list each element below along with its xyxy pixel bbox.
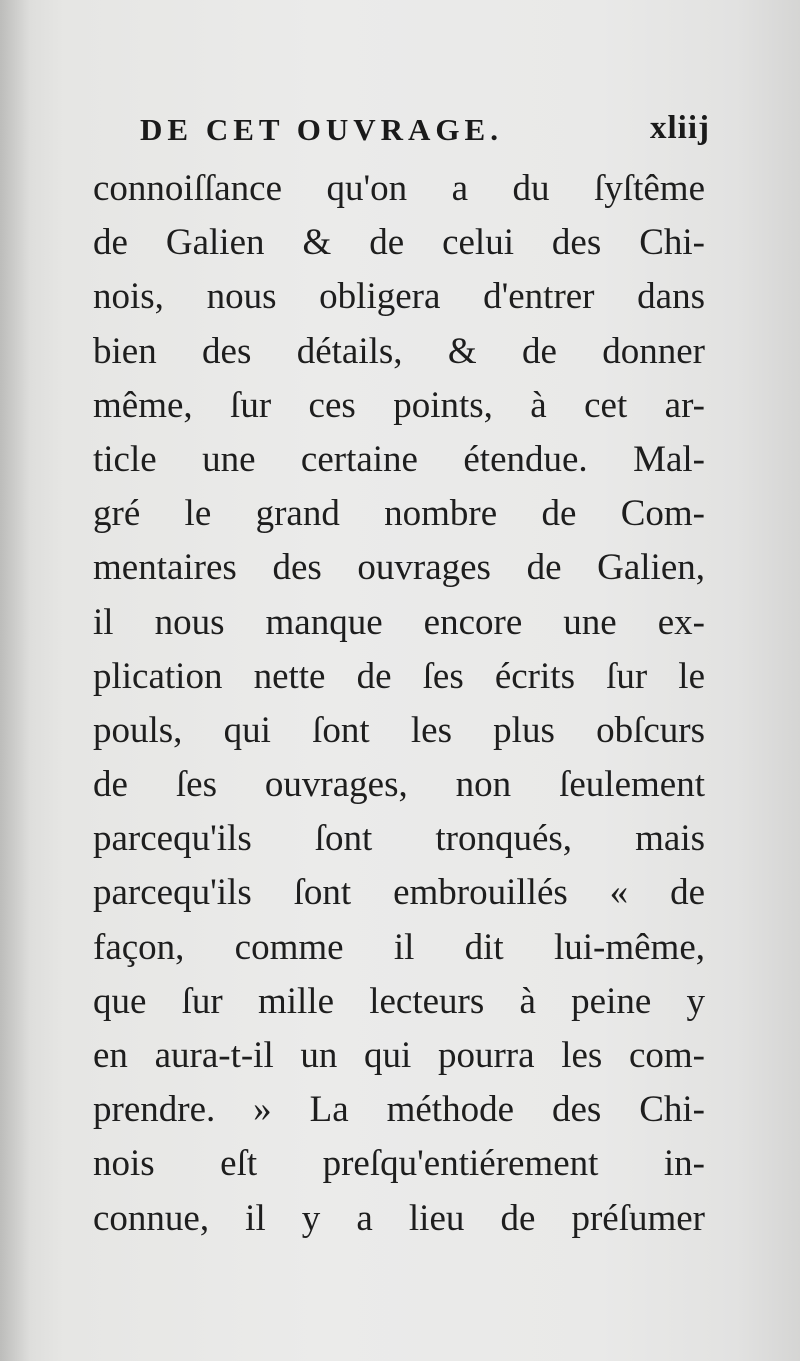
text-line: connue, il y a lieu de préſumer <box>93 1197 705 1239</box>
body-text <box>93 162 705 1246</box>
text-line: même, ſur ces points, à cet ar- <box>93 384 705 426</box>
text-line: pouls, qui ſont les plus obſcurs <box>93 709 705 751</box>
page-gutter-shadow <box>0 0 30 1361</box>
text-line: parcequ'ils ſont tronqués, mais <box>93 818 705 860</box>
text-line: connoiſſance qu'on a du ſyſtême <box>93 168 705 209</box>
text-line: plication nette de ſes écrits ſur le <box>93 655 705 697</box>
text-line: parcequ'ils ſont embrouillés « de <box>93 872 705 914</box>
text-line: de ſes ouvrages, non ſeulement <box>93 764 705 806</box>
text-line: en aura-t-il un qui pourra les com- <box>93 1035 705 1076</box>
page-header <box>140 108 710 158</box>
text-line: il nous manque encore une ex- <box>93 601 705 643</box>
text-line: nois eſt preſqu'entiérement in- <box>93 1143 705 1185</box>
text-line: mentaires des ouvrages de Galien, <box>93 547 705 589</box>
running-head: DE CET OUVRAGE. <box>140 112 503 147</box>
text-line: ticle une certaine étendue. Mal- <box>93 438 705 480</box>
text-line: gré le grand nombre de Com- <box>93 493 705 535</box>
text-line: que ſur mille lecteurs à peine y <box>93 980 705 1022</box>
text-line: prendre. » La méthode des Chi- <box>93 1089 705 1131</box>
text-line: nois, nous obligera d'entrer dans <box>93 276 705 318</box>
text-line: de Galien & de celui des Chi- <box>93 222 705 264</box>
text-line: façon, comme il dit lui-même, <box>93 926 705 968</box>
text-line: bien des détails, & de donner <box>93 330 705 372</box>
page-number: xliij <box>650 110 710 146</box>
